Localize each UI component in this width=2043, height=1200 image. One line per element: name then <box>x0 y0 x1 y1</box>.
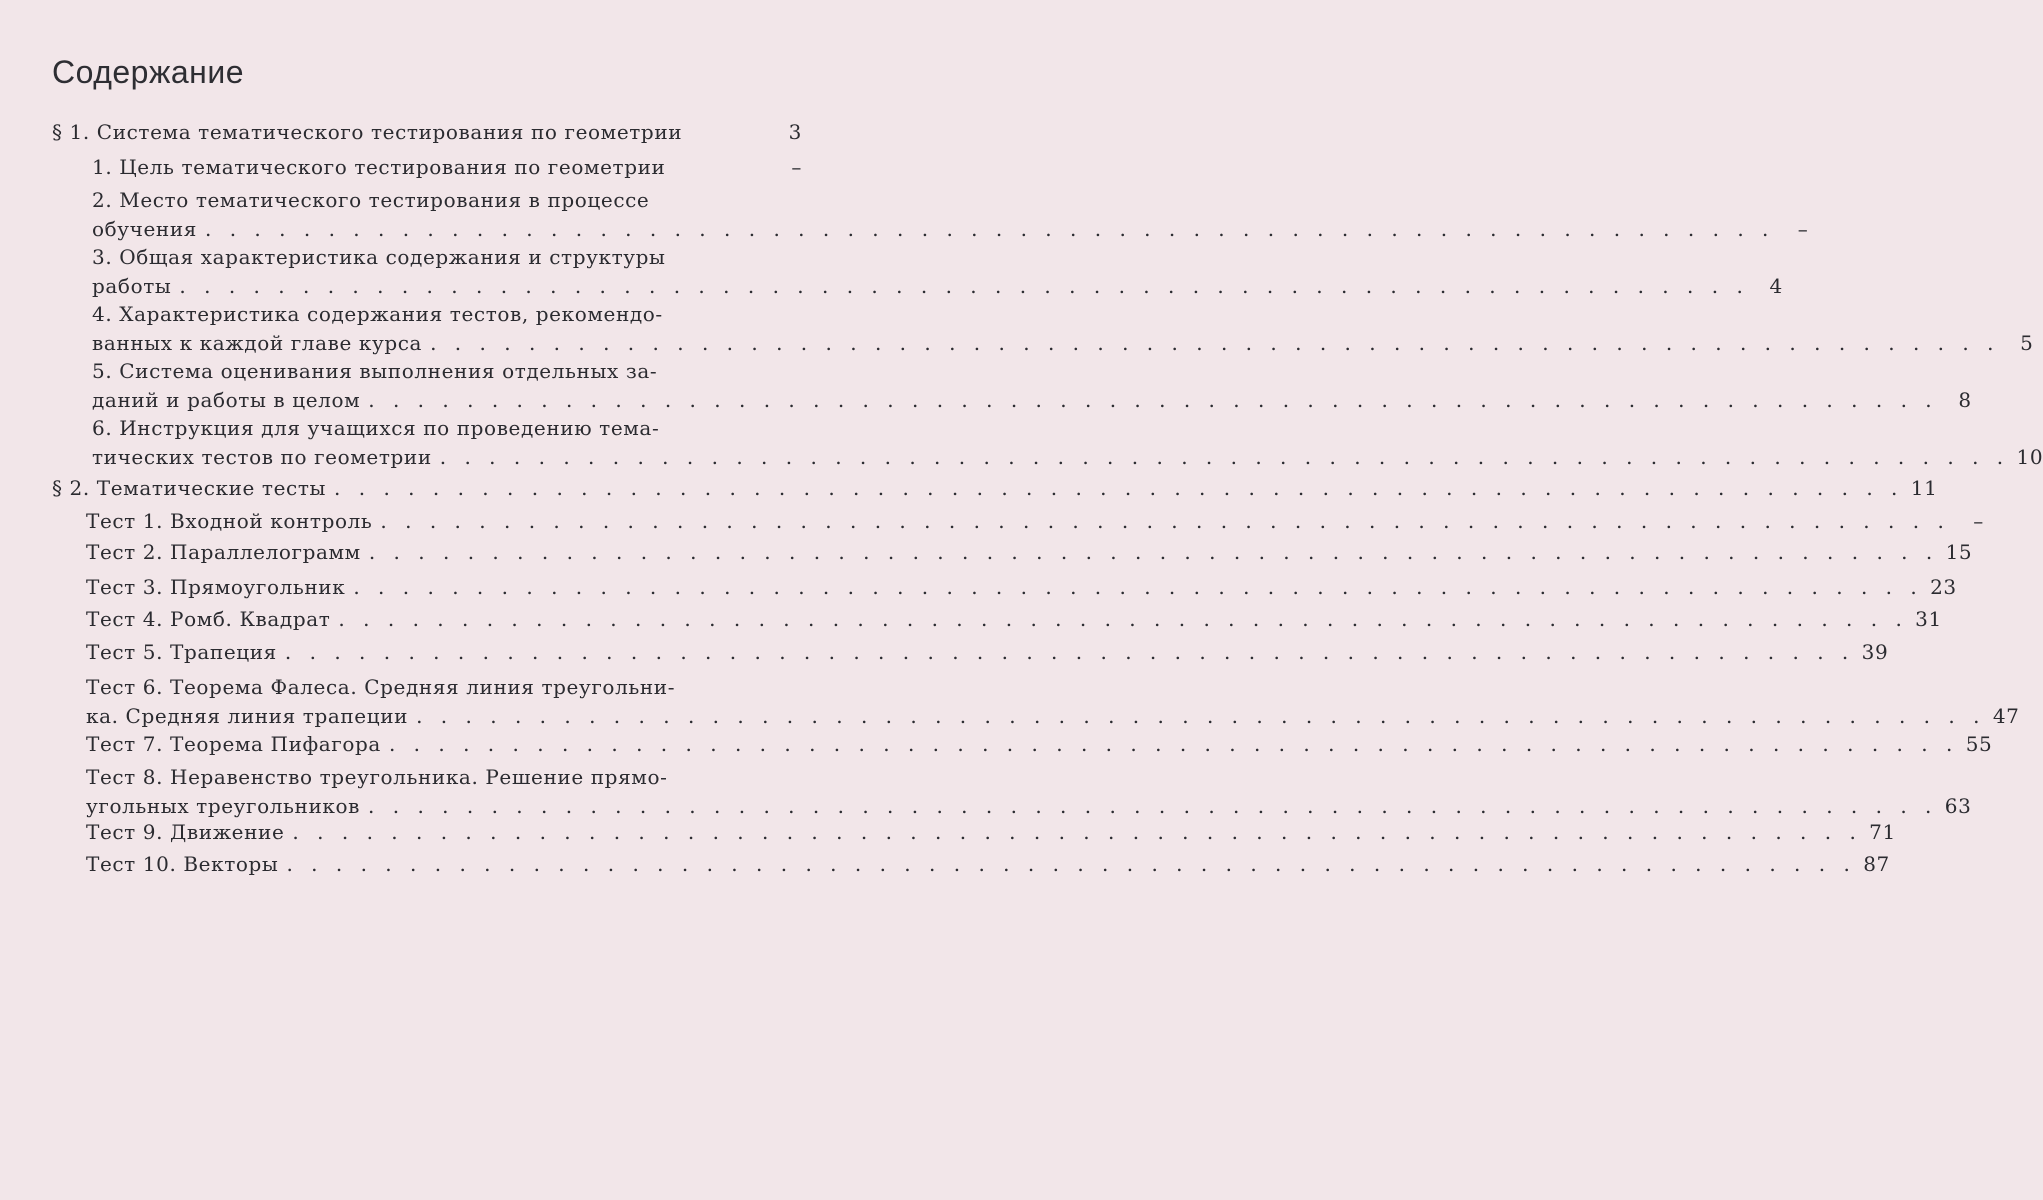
toc-item <box>86 605 1942 634</box>
leader-dots: . . . . . . . . . . . . . . . . . . . . . . . . . . . . . . . . . . . . . . . . . . . . . . . . . . . . . . . . . . . . . . . . <box>416 704 1986 728</box>
toc-page-number: 5 <box>2020 331 2034 355</box>
page-title: Содержание <box>52 54 245 90</box>
toc-page-number: 15 <box>1945 540 1973 564</box>
toc-item-text: Тест 9. Движение <box>86 820 285 844</box>
toc-item <box>92 153 802 182</box>
toc-item-text: 6. Инструкция для учащихся по проведению тема- <box>92 416 660 440</box>
toc-page-number: 63 <box>1944 794 1972 818</box>
toc-item-text: 5. Система оценивания выполнения отдельных за- <box>92 359 658 383</box>
toc-page-number: 3 <box>788 120 802 144</box>
toc-section-2 <box>52 474 1938 503</box>
toc-page-number: 87 <box>1863 852 1890 876</box>
toc-item-text: ванных к каждой главе курса <box>92 331 423 355</box>
toc-item <box>86 638 1889 667</box>
toc-item <box>86 730 1993 759</box>
toc-item <box>86 538 1973 567</box>
toc-page-number: – <box>1973 509 1984 533</box>
toc-item-text: 2. Место тематического тестирования в процессе <box>92 188 650 212</box>
toc-section-1 <box>52 118 802 147</box>
toc-page-number: 10 <box>2016 445 2043 469</box>
toc-item-text: 1. Цель тематического тестирования по геометрии <box>92 155 666 179</box>
leader-dots: . . . . . . . . . . . . . . . . . . . . . . . . . . . . . . . . . . . . . . . . . . . . . . . . . . . . . . . . . . . . . . . . <box>205 217 1775 241</box>
leader-dots: . . . . . . . . . . . . . . . . . . . . . . . . . . . . . . . . . . . . . . . . . . . . . . . . . . . . . . . . . . . . . . . . <box>338 607 1908 631</box>
toc-item-text: Тест 6. Теорема Фалеса. Средняя линия треугольни- <box>86 675 676 699</box>
leader-dots: . . . . . . . . . . . . . . . . . . . . . . . . . . . . . . . . . . . . . . . . . . . . . . . . . . . . . . . . . . . . . . . . <box>284 640 1855 664</box>
leader-dots: . . . . . . . . . . . . . . . . . . . . . . . . . . . . . . . . . . . . . . . . . . . . . . . . . . . . . . . . . . . . . . . . <box>380 509 1950 533</box>
toc-item-text: 4. Характеристика содержания тестов, рекомендо- <box>92 302 663 326</box>
toc-item <box>92 300 2034 358</box>
toc-item <box>92 243 1783 301</box>
toc-item-text: работы <box>92 274 172 298</box>
leader-dots: . . . . . . . . . . . . . . . . . . . . . . . . . . . . . . . . . . . . . . . . . . . . . . . . . . . . . . . . . . . . . . . . <box>353 575 1923 599</box>
toc-page-number: 39 <box>1861 640 1889 664</box>
toc-item-text: ка. Средняя линия трапеции <box>86 704 409 728</box>
toc-item-text: Тест 5. Трапеция <box>86 640 277 664</box>
toc-item-text: 3. Общая характеристика содержания и структуры <box>92 245 666 269</box>
leader-dots: . . . . . . . . . . . . . . . . . . . . . . . . . . . . . . . . . . . . . . . . . . . . . . . . . . . . . . . . . . . . . . . . <box>334 476 1904 500</box>
leader-dots: . . . . . . . . . . . . . . . . . . . . . . . . . . . . . . . . . . . . . . . . . . . . . . . . . . . . . . . . . . . . . . . . <box>286 852 1856 876</box>
toc-item-text: Тест 7. Теорема Пифагора <box>86 732 381 756</box>
leader-dots: . . . . . . . . . . . . . . . . . . . . . . . . . . . . . . . . . . . . . . . . . . . . . . . . . . . . . . . . . . . . . . . . <box>368 540 1939 564</box>
toc-item-text: угольных треугольников <box>86 794 361 818</box>
leader-dots: . . . . . . . . . . . . . . . . . . . . . . . . . . . . . . . . . . . . . . . . . . . . . . . . . . . . . . . . . . . . . . . . <box>292 820 1862 844</box>
toc-item-text: даний и работы в целом <box>92 388 361 412</box>
toc-item-text: Тест 4. Ромб. Квадрат <box>86 607 331 631</box>
leader-dots: . . . . . . . . . . . . . . . . . . . . . . . . . . . . . . . . . . . . . . . . . . . . . . . . . . . . . . . . . . . . . . . . <box>179 274 1749 298</box>
toc-item-text: Тест 8. Неравенство треугольника. Решение прямо- <box>86 765 668 789</box>
toc-item <box>86 673 2020 731</box>
toc-item-text: тических тестов по геометрии <box>92 445 432 469</box>
toc-page-number: 71 <box>1869 820 1896 844</box>
toc-item <box>86 507 1984 536</box>
toc-section-label: § 2. Тематические тесты <box>52 476 327 500</box>
toc-page-number: 47 <box>1992 704 2020 728</box>
toc-page-number: – <box>1797 217 1809 241</box>
toc-item-text: Тест 1. Входной контроль <box>86 509 373 533</box>
leader-dots: . . . . . . . . . . . . . . . . . . . . . . . . . . . . . . . . . . . . . . . . . . . . . . . . . . . . . . . . . . . . . . . . <box>430 331 2000 355</box>
toc-item <box>92 186 1809 244</box>
leader-dots: . . . . . . . . . . . . . . . . . . . . . . . . . . . . . . . . . . . . . . . . . . . . . . . . . . . . . . . . . . . . . . . . <box>439 445 2010 469</box>
toc-item <box>92 414 2043 472</box>
toc-item <box>86 818 1896 847</box>
toc-item-text: Тест 10. Векторы <box>86 852 279 876</box>
toc-item <box>86 763 1972 821</box>
toc-item-text: Тест 2. Параллелограмм <box>86 540 361 564</box>
toc-item-text: Тест 3. Прямоугольник <box>86 575 346 599</box>
toc-item <box>86 573 1957 602</box>
toc-item <box>92 357 1972 415</box>
toc-section-label: § 1. Система тематического тестирования по геометрии <box>52 120 683 144</box>
leader-dots: . . . . . . . . . . . . . . . . . . . . . . . . . . . . . . . . . . . . . . . . . . . . . . . . . . . . . . . . . . . . . . . . <box>388 732 1959 756</box>
toc-page-number: 8 <box>1958 388 1972 412</box>
toc-page-number: 11 <box>1910 476 1938 500</box>
toc-page-number: 31 <box>1915 607 1942 631</box>
toc-page-number: 23 <box>1930 575 1957 599</box>
toc-page-number: 4 <box>1769 274 1783 298</box>
leader-dots: . . . . . . . . . . . . . . . . . . . . . . . . . . . . . . . . . . . . . . . . . . . . . . . . . . . . . . . . . . . . . . . . <box>368 794 1938 818</box>
leader-dots: . . . . . . . . . . . . . . . . . . . . . . . . . . . . . . . . . . . . . . . . . . . . . . . . . . . . . . . . . . . . . . . . <box>368 388 1938 412</box>
toc-page-number: – <box>791 155 802 179</box>
toc-item-text: обучения <box>92 217 197 241</box>
toc-page-number: 55 <box>1965 732 1993 756</box>
toc-item <box>86 850 1890 879</box>
